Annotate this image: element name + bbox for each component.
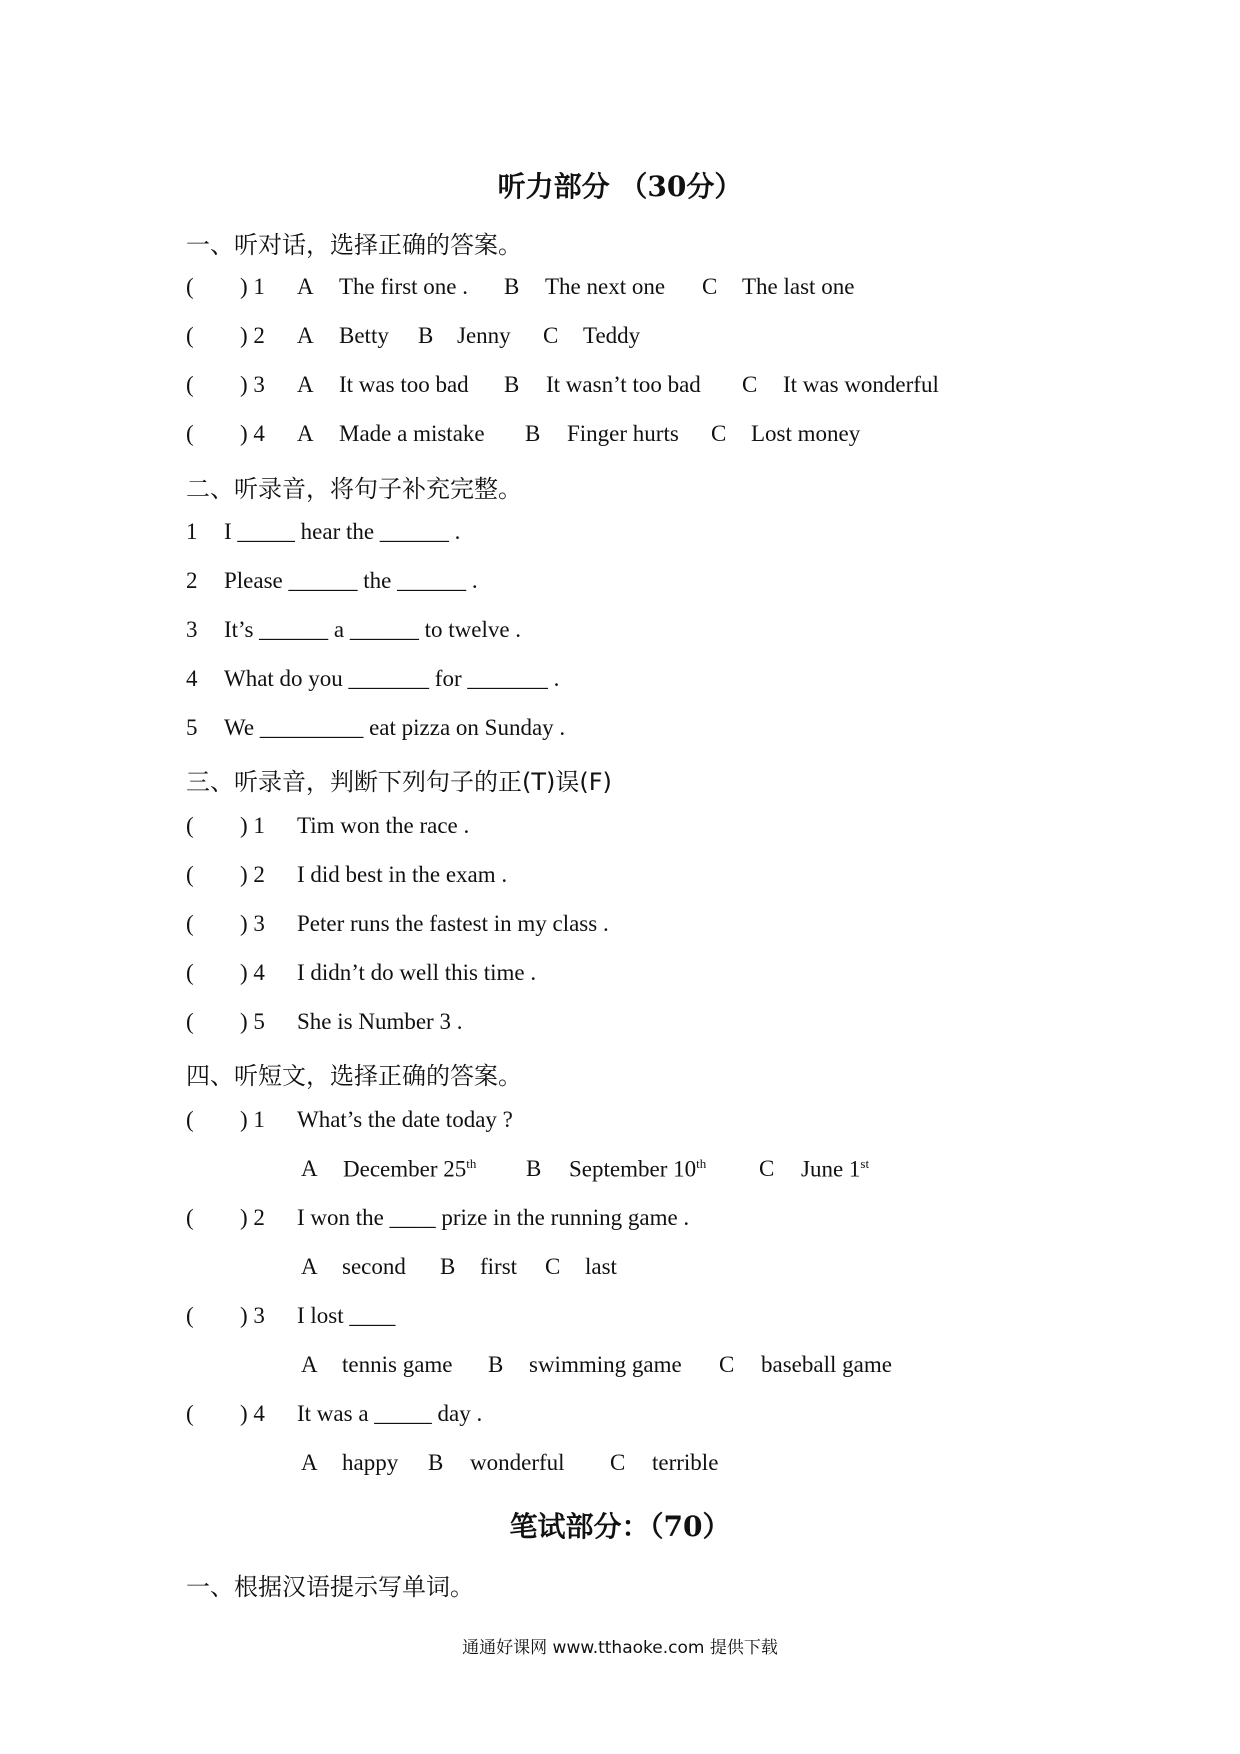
- option-b-text: first: [480, 1254, 518, 1279]
- option-b-text: The next one: [545, 274, 666, 299]
- sentence-number: 2: [186, 568, 198, 593]
- writing-part1-heading: 一、根据汉语提示写单词。: [186, 1573, 474, 1601]
- answer-paren: (: [186, 421, 194, 446]
- option-c-text: baseball game: [761, 1352, 892, 1377]
- option-b-letter: B: [504, 274, 520, 299]
- question-text: What’s the date today ?: [297, 1107, 513, 1132]
- sentence-number: 1: [186, 519, 198, 544]
- writing-section-title: 笔试部分：（70）: [509, 1510, 731, 1543]
- question-number: ) 2: [240, 862, 265, 887]
- option-c-text: The last one: [742, 274, 855, 299]
- option-b-value: September 10: [569, 1156, 697, 1182]
- option-b-suffix: th: [696, 1156, 707, 1171]
- statement-text: I did best in the exam .: [297, 862, 508, 887]
- option-b-letter: B: [504, 372, 520, 397]
- option-a-text: [343, 1156, 476, 1183]
- option-c-suffix: st: [860, 1156, 870, 1171]
- option-b-text: Jenny: [457, 323, 511, 348]
- question-number: ) 4: [240, 1401, 265, 1426]
- question-number: ) 1: [240, 1107, 265, 1132]
- option-a-text: The first one .: [339, 274, 469, 299]
- option-b-text: It wasn’t too bad: [546, 372, 701, 397]
- option-a-letter: A: [297, 421, 314, 446]
- question-text: I lost ____: [297, 1303, 396, 1328]
- statement-text: Peter runs the fastest in my class .: [297, 911, 609, 936]
- question-number: ) 5: [240, 1009, 265, 1034]
- question-number: ) 3: [240, 372, 265, 397]
- option-a-letter: A: [301, 1156, 318, 1181]
- option-a-letter: A: [297, 372, 314, 397]
- option-a-text: It was too bad: [339, 372, 469, 397]
- question-number: ) 4: [240, 421, 265, 446]
- answer-paren: (: [186, 911, 194, 936]
- option-c-text: Teddy: [583, 323, 641, 348]
- option-a-letter: A: [301, 1254, 318, 1279]
- option-c-letter: C: [543, 323, 559, 348]
- part4-heading: 四、听短文，选择正确的答案。: [186, 1062, 522, 1090]
- option-c-text: terrible: [652, 1450, 719, 1475]
- part3-heading: 三、听录音，判断下列句子的正(T)误(F): [186, 768, 612, 796]
- question-number: ) 1: [240, 274, 265, 299]
- option-c-text: [801, 1156, 869, 1183]
- option-c-letter: C: [759, 1156, 775, 1181]
- option-c-text: It was wonderful: [783, 372, 939, 397]
- option-a-letter: A: [301, 1450, 318, 1475]
- option-c-value: June 1: [801, 1156, 861, 1182]
- question-number: ) 2: [240, 1205, 265, 1230]
- option-a-suffix: th: [466, 1156, 477, 1171]
- sentence-text: We _________ eat pizza on Sunday .: [224, 715, 566, 740]
- answer-paren: (: [186, 1009, 194, 1034]
- statement-text: She is Number 3 .: [297, 1009, 463, 1034]
- question-text: I won the ____ prize in the running game .: [297, 1205, 690, 1230]
- question-number: ) 3: [240, 911, 265, 936]
- option-a-letter: A: [297, 274, 314, 299]
- answer-paren: (: [186, 274, 194, 299]
- listening-section-title: 听力部分 （30分）: [497, 170, 743, 203]
- sentence-text: I _____ hear the ______ .: [224, 519, 461, 544]
- option-b-text: wonderful: [470, 1450, 565, 1475]
- sentence-number: 4: [186, 666, 198, 691]
- part2-heading: 二、听录音，将句子补充完整。: [186, 475, 522, 503]
- option-a-letter: A: [301, 1352, 318, 1377]
- answer-paren: (: [186, 372, 194, 397]
- sentence-text: Please ______ the ______ .: [224, 568, 478, 593]
- option-a-letter: A: [297, 323, 314, 348]
- question-text: It was a _____ day .: [297, 1401, 483, 1426]
- option-b-text: swimming game: [529, 1352, 682, 1377]
- option-b-letter: B: [418, 323, 434, 348]
- answer-paren: (: [186, 1303, 194, 1328]
- option-c-text: Lost money: [751, 421, 861, 446]
- question-number: ) 3: [240, 1303, 265, 1328]
- part1-heading: 一、听对话，选择正确的答案。: [186, 231, 522, 259]
- sentence-number: 5: [186, 715, 198, 740]
- answer-paren: (: [186, 813, 194, 838]
- option-a-text: second: [342, 1254, 406, 1279]
- answer-paren: (: [186, 1205, 194, 1230]
- option-b-text: [569, 1156, 706, 1183]
- option-b-letter: B: [488, 1352, 504, 1377]
- option-b-text: Finger hurts: [567, 421, 679, 446]
- option-a-text: Betty: [339, 323, 389, 348]
- answer-paren: (: [186, 1401, 194, 1426]
- question-number: ) 4: [240, 960, 265, 985]
- answer-paren: (: [186, 862, 194, 887]
- option-c-letter: C: [702, 274, 718, 299]
- statement-text: Tim won the race .: [297, 813, 470, 838]
- option-a-value: December 25: [343, 1156, 467, 1182]
- statement-text: I didn’t do well this time .: [297, 960, 537, 985]
- option-a-text: Made a mistake: [339, 421, 485, 446]
- answer-paren: (: [186, 960, 194, 985]
- sentence-text: What do you _______ for _______ .: [224, 666, 560, 691]
- option-b-letter: B: [440, 1254, 456, 1279]
- answer-paren: (: [186, 1107, 194, 1132]
- footer-credit: 通通好课网 www.tthaoke.com 提供下载: [462, 1638, 778, 1658]
- option-c-letter: C: [742, 372, 758, 397]
- sentence-number: 3: [186, 617, 198, 642]
- option-b-letter: B: [525, 421, 541, 446]
- option-c-letter: C: [711, 421, 727, 446]
- option-c-letter: C: [719, 1352, 735, 1377]
- option-c-letter: C: [610, 1450, 626, 1475]
- option-a-text: tennis game: [342, 1352, 453, 1377]
- option-c-text: last: [585, 1254, 617, 1279]
- question-number: ) 1: [240, 813, 265, 838]
- option-c-letter: C: [545, 1254, 561, 1279]
- option-b-letter: B: [428, 1450, 444, 1475]
- question-number: ) 2: [240, 323, 265, 348]
- answer-paren: (: [186, 323, 194, 348]
- sentence-text: It’s ______ a ______ to twelve .: [224, 617, 522, 642]
- option-b-letter: B: [526, 1156, 542, 1181]
- option-a-text: happy: [342, 1450, 399, 1475]
